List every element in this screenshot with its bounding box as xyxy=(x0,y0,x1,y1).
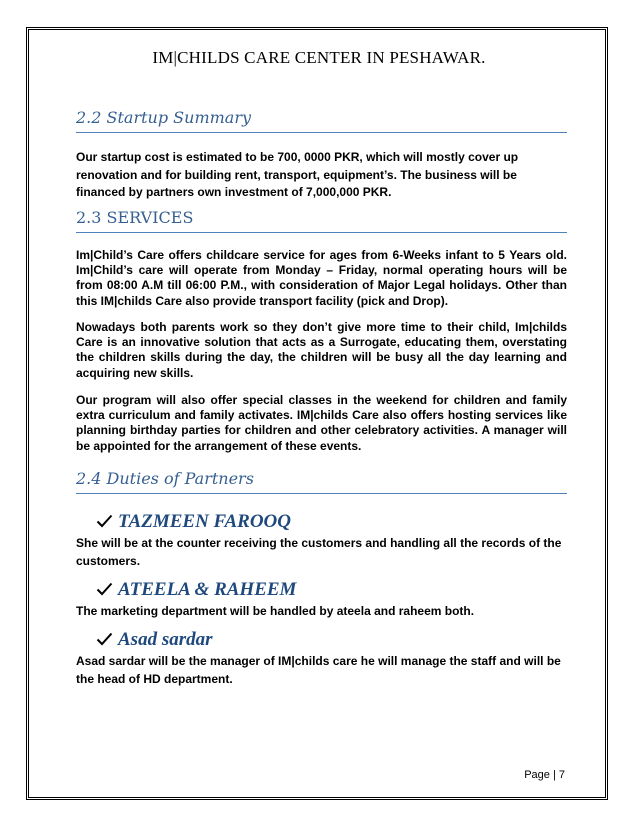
partner-heading xyxy=(96,578,296,602)
checkmark-icon xyxy=(96,632,113,646)
page-header-title: IM|CHILDS CARE CENTER IN PESHAWAR. xyxy=(152,48,486,67)
services-heading: 2.3 SERVICES xyxy=(76,208,567,233)
services-paragraph: Our program will also offer special classes in the weekend for children and family extra curriculum and family activates. IM|childs Care also offers hosting services like planning birthday parties for children and other celebratory activities. A manager will be appointed for the arrangement of these events. xyxy=(76,393,567,453)
startup-summary-text: Our startup cost is estimated to be 700, 0000 PKR, which will mostly cover up renovation and for building rent, transport, equipment’s. The business will be financed by partners own investment of 7,000,000 PKR. xyxy=(76,150,519,199)
services-paragraph: Im|Child’s Care offers childcare service for ages from 6-Weeks infant to 5 Years old. Im|Child’s care will operate from Monday – Friday, normal operating hours will be from 08:00 A.M till 06:00 P.M., with consideration of Major Legal holidays. Other than this IM|childs Care also provide transport facility (pick and Drop). xyxy=(76,248,567,308)
duties-heading: 2.4 Duties of Partners xyxy=(76,469,567,494)
partner-heading xyxy=(96,628,213,652)
page-number: Page | 7 xyxy=(524,769,565,781)
partner-name: ATEELA & RAHEEM xyxy=(118,579,297,600)
partner-name: Asad sardar xyxy=(118,629,213,650)
partner-description: Asad sardar will be the manager of IM|childs care he will manage the staff and will be the head of HD department. xyxy=(76,654,561,686)
startup-summary-heading: 2.2 Startup Summary xyxy=(76,108,567,133)
checkmark-icon xyxy=(96,514,113,528)
partner-heading xyxy=(96,510,291,534)
services-paragraph: Nowadays both parents work so they don’t give more time to their child, Im|childs Care is an innovative solution that acts as a Surrogate, educating them, overstating the children skills during the day, the children will be busy all the day learning and acquiring new skills. xyxy=(76,320,567,380)
checkmark-icon xyxy=(96,582,113,596)
partner-description: She will be at the counter receiving the customers and handling all the records of the customers. xyxy=(76,536,562,568)
partner-name: TAZMEEN FAROOQ xyxy=(118,511,291,532)
partner-description: The marketing department will be handled by ateela and raheem both. xyxy=(76,604,475,618)
